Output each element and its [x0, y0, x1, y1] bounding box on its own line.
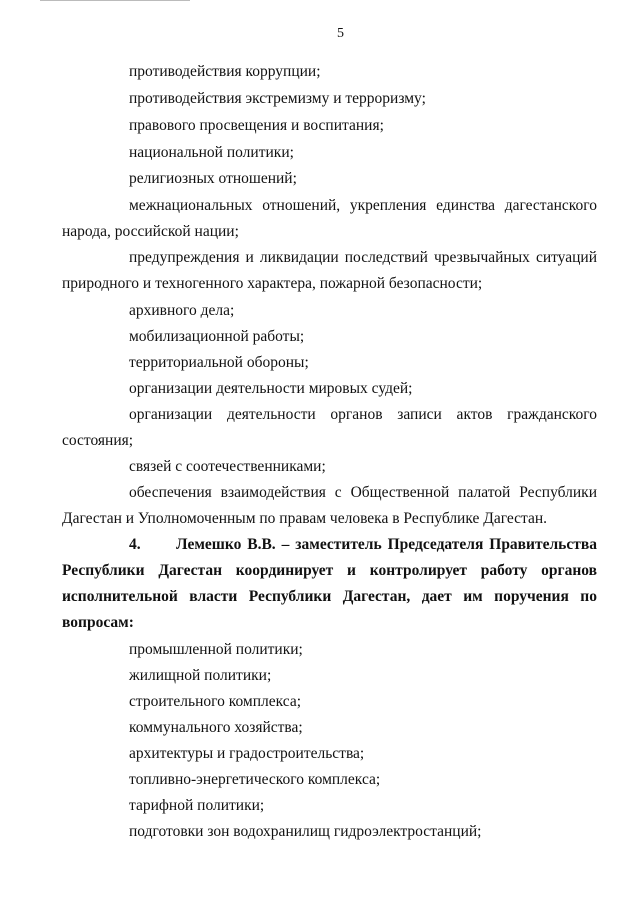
list-item: территориальной обороны;	[129, 354, 309, 371]
list-item: межнациональных отношений, укрепления единства дагестанского	[129, 197, 597, 214]
list-item: топливно-энергетического комплекса;	[129, 771, 381, 788]
section-heading: вопросам:	[62, 614, 134, 631]
list-item: организации деятельности органов записи актов гражданского	[129, 406, 597, 423]
section-heading: исполнительной власти Республики Дагестан, дает им поручения по	[62, 588, 597, 605]
list-item: национальной политики;	[129, 144, 294, 161]
list-item: предупреждения и ликвидации последствий чрезвычайных ситуаций	[129, 249, 597, 266]
list-item-continuation: народа, российской нации;	[62, 223, 239, 240]
list-item: религиозных отношений;	[129, 170, 297, 187]
list-item: архитектуры и градостроительства;	[129, 745, 365, 762]
list-item: коммунального хозяйства;	[129, 719, 303, 736]
list-item: архивного дела;	[129, 302, 235, 319]
list-item: противодействия коррупции;	[129, 63, 321, 80]
list-item: строительного комплекса;	[129, 693, 302, 710]
list-item-continuation: состояния;	[62, 432, 134, 449]
list-item: связей с соотечественниками;	[129, 458, 326, 475]
list-item: противодействия экстремизму и терроризму;	[129, 90, 426, 107]
page-number: 5	[337, 26, 344, 41]
list-item: мобилизационной работы;	[129, 328, 305, 345]
section-heading: Республики Дагестан координирует и контролирует работу органов	[62, 562, 597, 579]
list-item: подготовки зон водохранилищ гидроэлектростанций;	[129, 823, 482, 840]
list-item: правового просвещения и воспитания;	[129, 117, 384, 134]
scan-artifact	[40, 0, 190, 1]
list-item: жилищной политики;	[129, 667, 272, 684]
list-item: промышленной политики;	[129, 641, 303, 658]
list-item-continuation: природного и техногенного характера, пожарной безопасности;	[62, 275, 483, 292]
list-item: тарифной политики;	[129, 797, 265, 814]
list-item: организации деятельности мировых судей;	[129, 380, 413, 397]
section-number: 4.	[129, 536, 141, 553]
list-item-continuation: Дагестан и Уполномоченным по правам человека в Республике Дагестан.	[62, 510, 548, 527]
section-heading: Лемешко В.В. – заместитель Председателя Правительства	[176, 536, 597, 553]
list-item: обеспечения взаимодействия с Общественной палатой Республики	[129, 484, 597, 501]
